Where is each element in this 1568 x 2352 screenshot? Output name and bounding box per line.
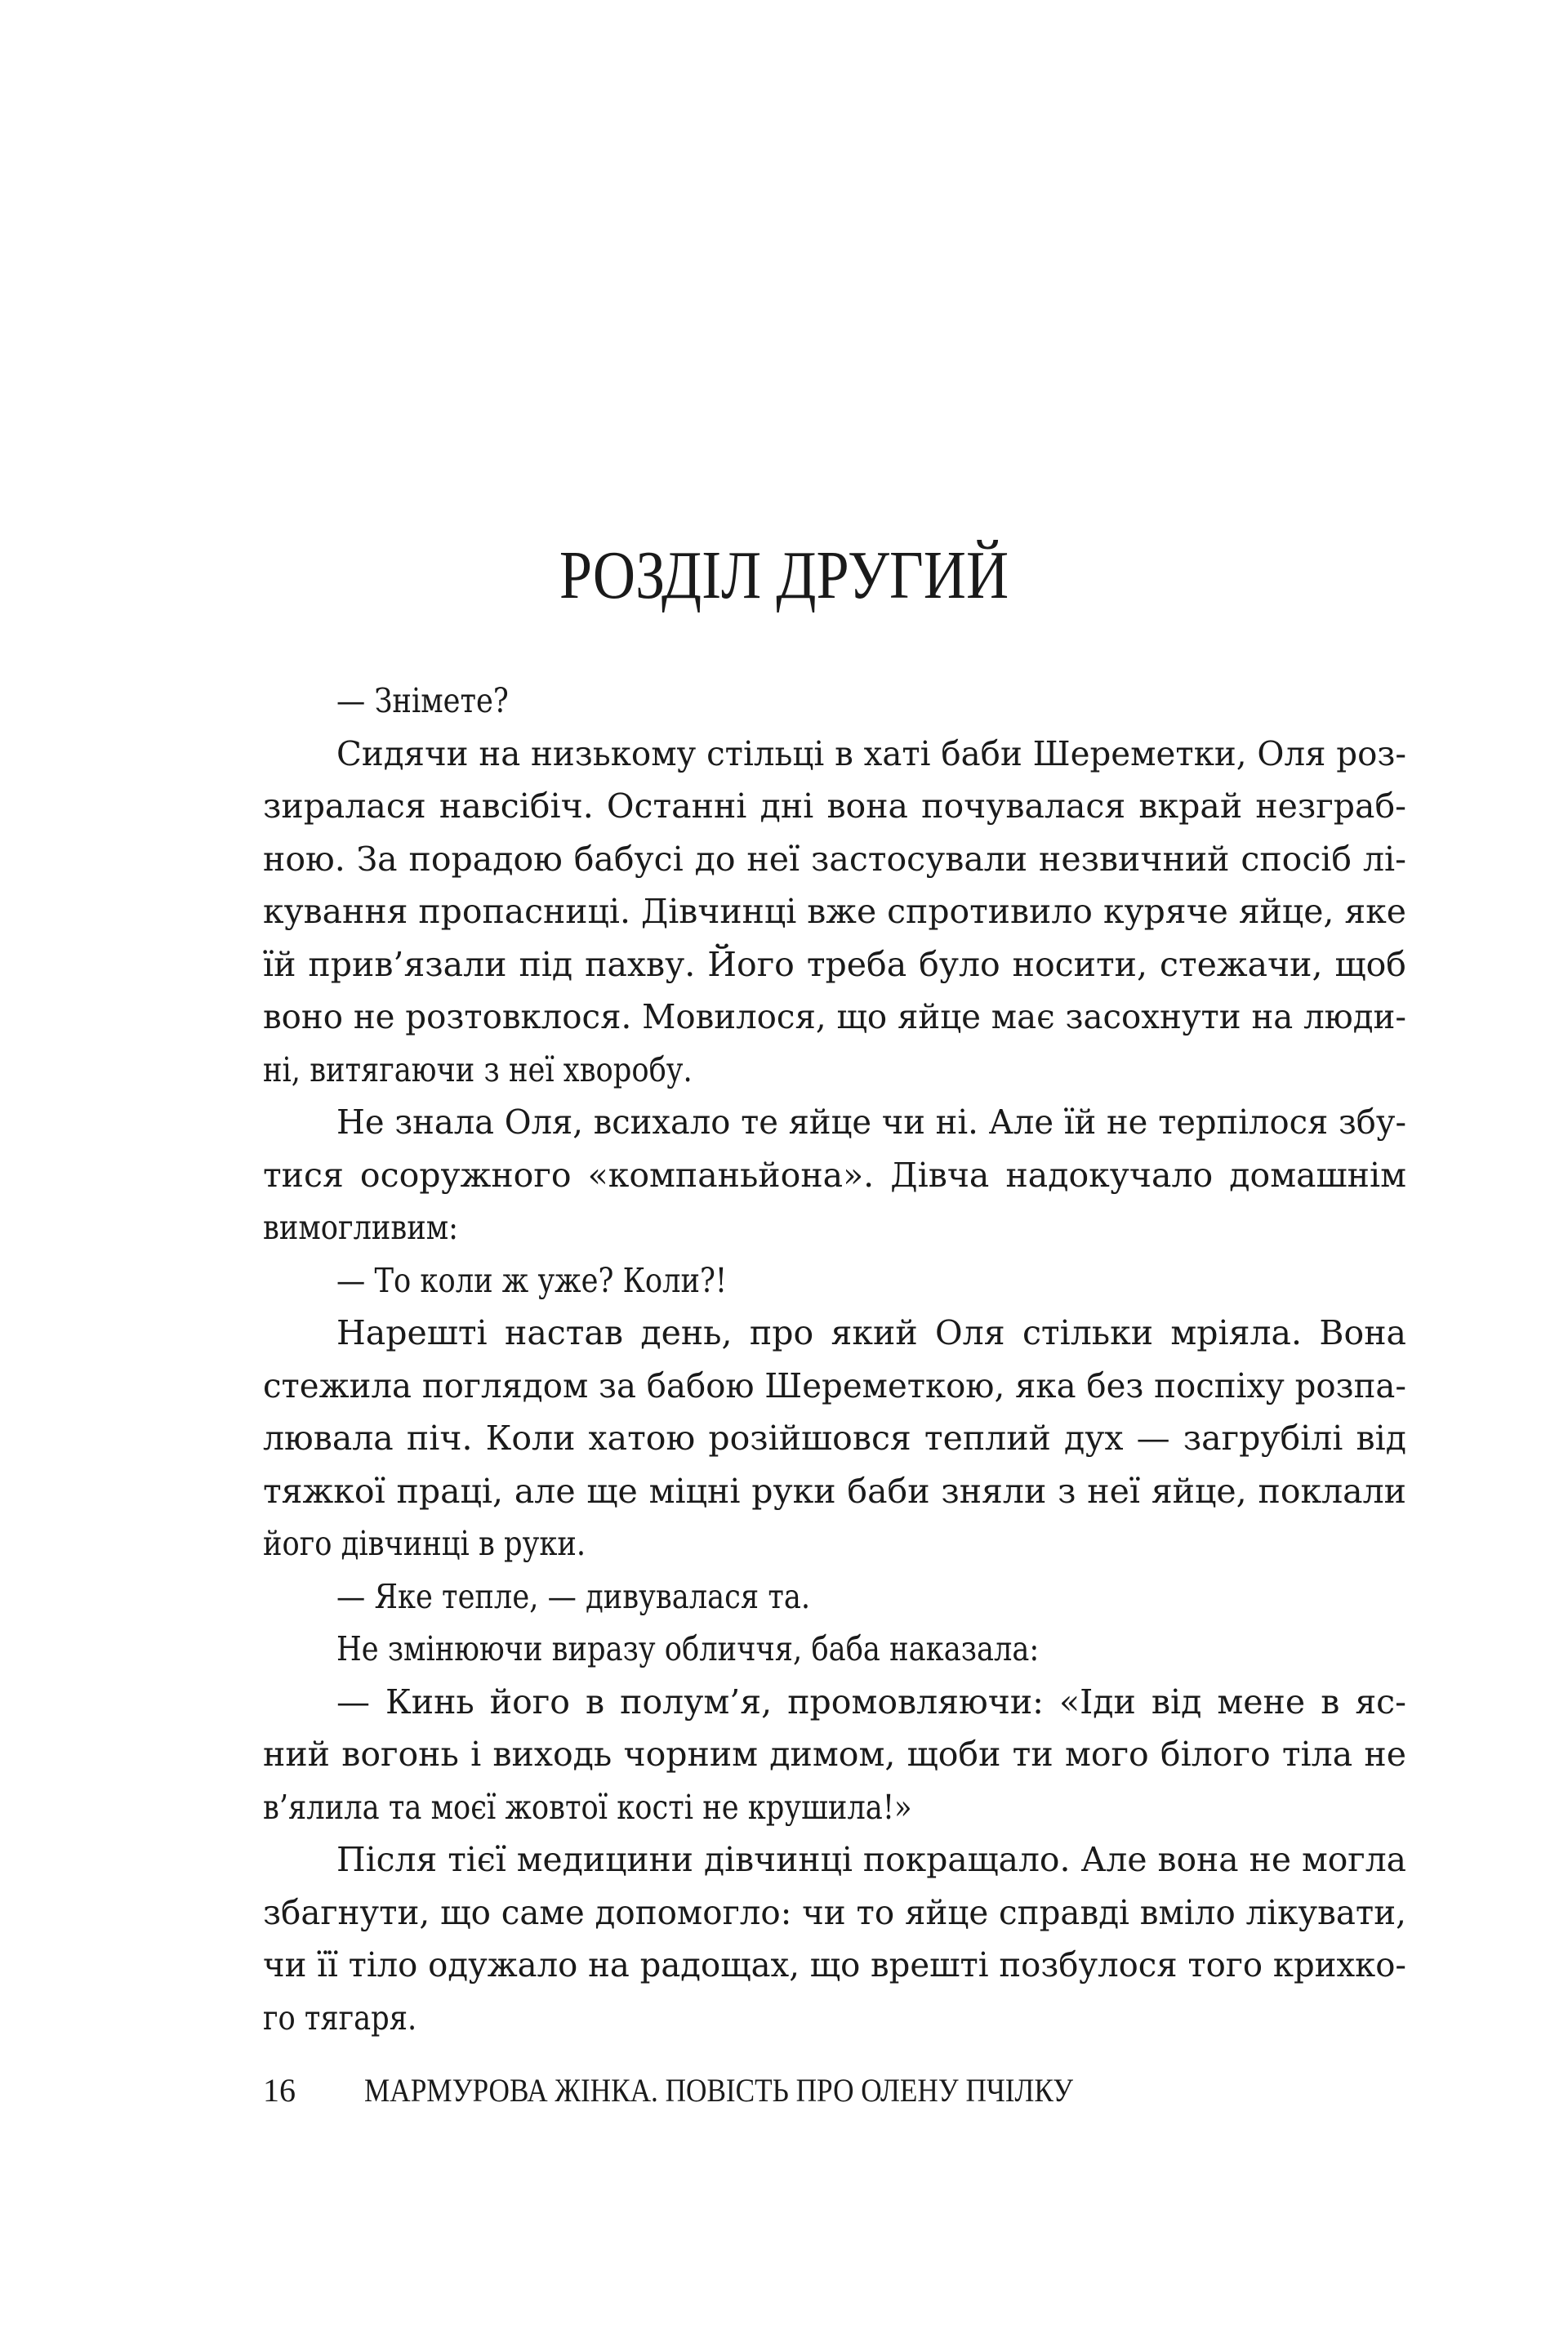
- text-line: [263, 728, 1406, 781]
- text-line: [263, 1886, 1406, 1940]
- text-line: [263, 1044, 1406, 1097]
- line-text: в’ялила та моєї жовтої кості не крушила!»: [263, 1787, 912, 1827]
- running-title: МАРМУРОВА ЖІНКА. ПОВІСТЬ ПРО ОЛЕНУ ПЧІЛКУ: [364, 2072, 1074, 2109]
- line-text: Не змінюючи виразу обличчя, баба наказала:: [336, 1629, 1040, 1668]
- text-line: [263, 1201, 1406, 1254]
- text-line: [263, 938, 1406, 991]
- line-text: — Знімете?: [336, 681, 509, 720]
- text-line: [263, 1623, 1406, 1676]
- line-text: — Кинь його в полум’я, промовляючи: «Іди від мене в яс-: [336, 1682, 1406, 1722]
- text-line: [263, 1149, 1406, 1202]
- line-text: Нарешті настав день, про який Оля стільки мріяла. Вона: [336, 1313, 1406, 1352]
- text-line: [263, 675, 1406, 728]
- line-text: вимогливим:: [263, 1208, 459, 1247]
- text-line: [263, 1096, 1406, 1149]
- line-text: го тягаря.: [263, 1998, 417, 2038]
- text-line: [263, 1360, 1406, 1413]
- line-text: Після тієї медицини дівчинці покращало. Але вона не могла: [336, 1840, 1406, 1879]
- text-line: [263, 1939, 1406, 1992]
- line-text: ний вогонь і виходь чорним димом, щоби ти мого білого тіла не: [263, 1735, 1406, 1774]
- text-line: [263, 1781, 1406, 1834]
- text-line: [263, 1412, 1406, 1465]
- chapter-body: [263, 675, 1406, 2044]
- line-text: стежила поглядом за бабою Шереметкою, яка без поспіху розпа-: [263, 1365, 1406, 1405]
- text-line: [263, 780, 1406, 833]
- page-number: 16: [263, 2072, 296, 2109]
- text-line: [263, 833, 1406, 886]
- line-text: воно не розтовклося. Мовилося, що яйце має засохнути на люди-: [263, 997, 1406, 1036]
- line-text: його дівчинці в руки.: [263, 1524, 586, 1563]
- text-line: [263, 1676, 1406, 1729]
- line-text: Сидячи на низькому стільці в хаті баби Шереметки, Оля роз-: [336, 733, 1406, 773]
- line-text: їй прив’язали під пахву. Його треба було носити, стежачи, щоб: [263, 944, 1406, 984]
- text-line: [263, 1307, 1406, 1360]
- text-line: [263, 1992, 1406, 2045]
- chapter-title: РОЗДІЛ ДРУГИЙ: [559, 537, 1009, 613]
- text-line: [263, 1728, 1406, 1781]
- text-line: [263, 991, 1406, 1044]
- text-line: [263, 1570, 1406, 1624]
- text-line: [263, 1517, 1406, 1570]
- line-text: зиралася навсібіч. Останні дні вона почувалася вкрай незграб-: [263, 786, 1406, 826]
- line-text: збагнути, що саме допомогло: чи то яйце справді вміло лікувати,: [263, 1892, 1406, 1932]
- line-text: чи її тіло одужало на радощах, що врешті позбулося того крихко-: [263, 1945, 1406, 1984]
- text-line: [263, 1254, 1406, 1307]
- line-text: кування пропасниці. Дівчинці вже спротивило куряче яйце, яке: [263, 892, 1406, 931]
- line-text: — То коли ж уже? Коли?!: [336, 1260, 728, 1300]
- line-text: ною. За порадою бабусі до неї застосували незвичний спосіб лі-: [263, 839, 1406, 879]
- line-text: Не знала Оля, всихало те яйце чи ні. Але їй не терпілося збу-: [336, 1102, 1406, 1142]
- line-text: — Яке тепле, — дивувалася та.: [336, 1576, 811, 1616]
- text-line: [263, 1833, 1406, 1886]
- text-line: [263, 885, 1406, 938]
- line-text: тися осоружного «компаньйона». Дівча надокучало домашнім: [263, 1155, 1406, 1195]
- line-text: лювала піч. Коли хатою розійшовся теплий дух — загрубілі від: [263, 1419, 1406, 1458]
- text-line: [263, 1465, 1406, 1518]
- line-text: тяжкої праці, але ще міцні руки баби зняли з неї яйце, поклали: [263, 1471, 1406, 1511]
- line-text: ні, витягаючи з неї хворобу.: [263, 1049, 693, 1089]
